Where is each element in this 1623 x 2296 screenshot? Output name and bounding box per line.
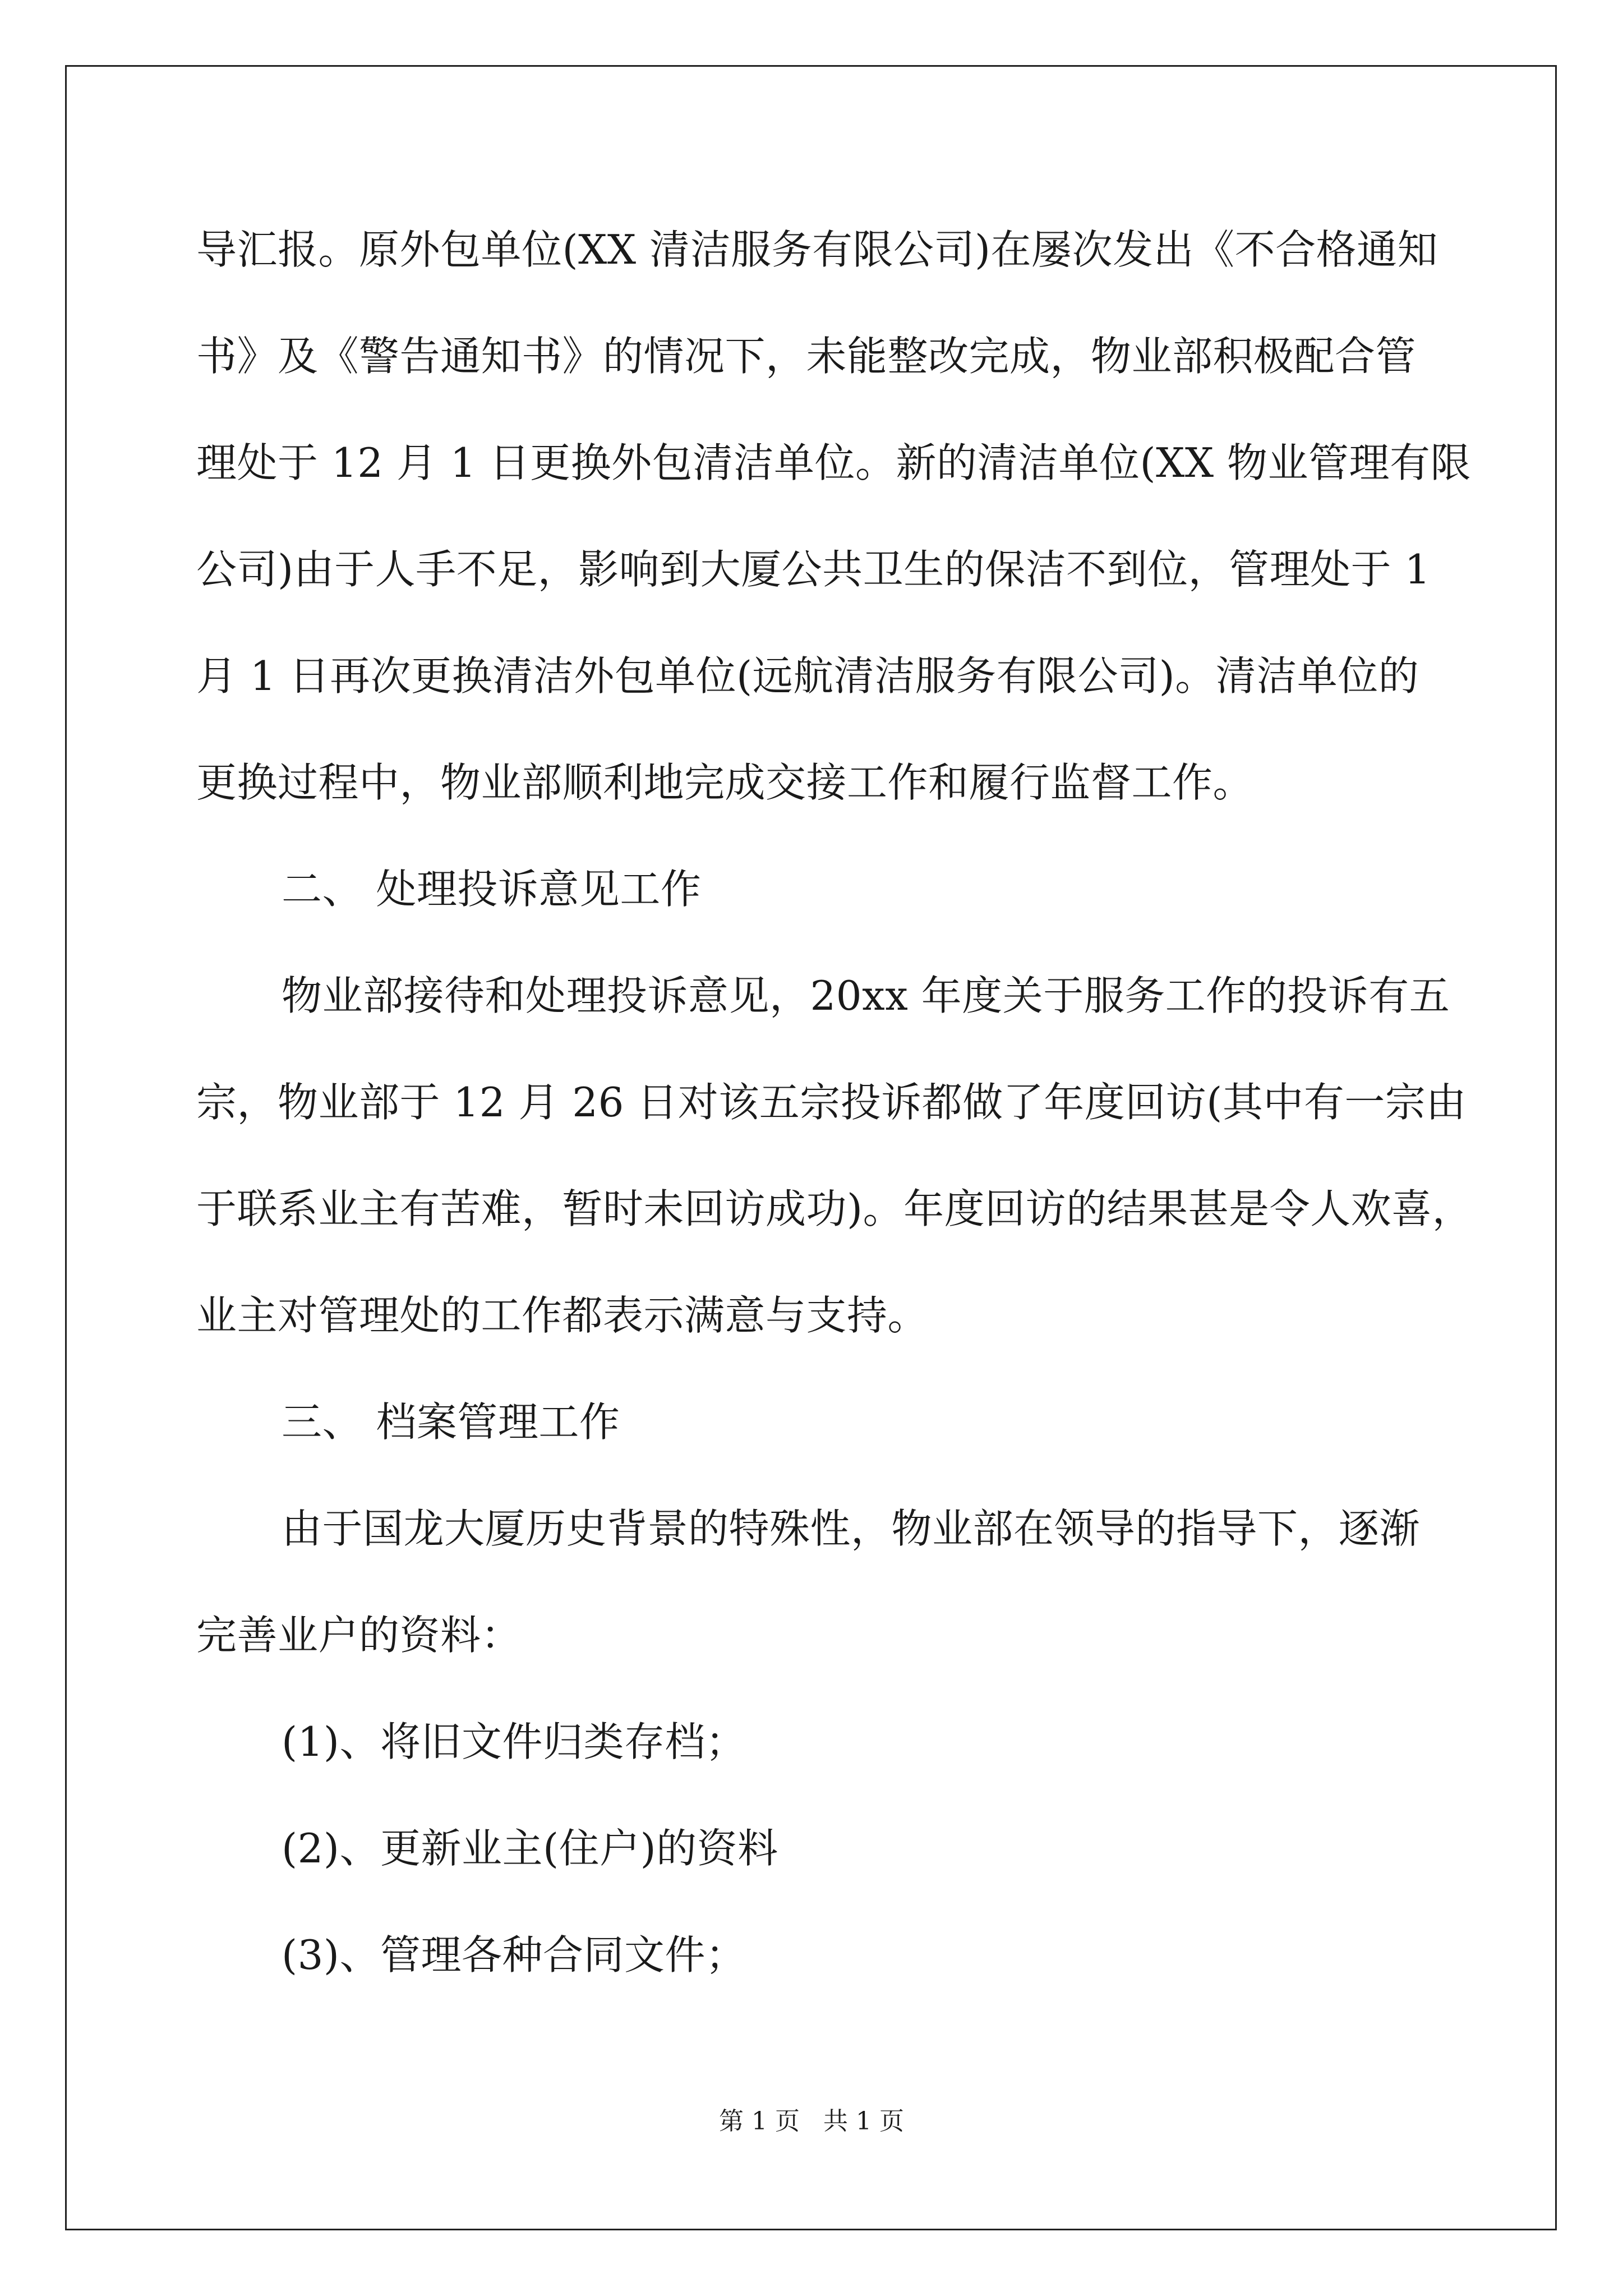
paragraph-line: 完善业户的资料： bbox=[196, 1612, 522, 1659]
paragraph-line: 由于国龙大厦历史背景的特殊性，物业部在领导的指导下，逐渐 bbox=[282, 1505, 1421, 1552]
list-item: (3)、管理各种合同文件； bbox=[282, 1931, 746, 1978]
paragraph-line: 物业部接待和处理投诉意见，20xx 年度关于服务工作的投诉有五 bbox=[282, 972, 1450, 1019]
paragraph-line: 公司)由于人手不足，影响到大厦公共卫生的保洁不到位，管理处于 1 bbox=[196, 546, 1431, 593]
paragraph-line: 业主对管理处的工作都表示满意与支持。 bbox=[196, 1292, 929, 1339]
page-border bbox=[65, 65, 1557, 2230]
section-heading: 二、 处理投诉意见工作 bbox=[282, 866, 702, 913]
section-heading: 三、 档案管理工作 bbox=[282, 1398, 620, 1446]
paragraph-line: 更换过程中，物业部顺利地完成交接工作和履行监督工作。 bbox=[196, 759, 1254, 806]
paragraph-line: 理处于 12 月 1 日更换外包清洁单位。新的清洁单位(XX 物业管理有限 bbox=[196, 439, 1471, 486]
paragraph-line: 宗，物业部于 12 月 26 日对该五宗投诉都做了年度回访(其中有一宗由 bbox=[196, 1079, 1467, 1126]
paragraph-line: 于联系业主有苦难，暂时未回访成功)。年度回访的结果甚是令人欢喜， bbox=[196, 1185, 1473, 1232]
list-item: (2)、更新业主(住户)的资料 bbox=[282, 1825, 778, 1872]
page-footer: 第 1 页 共 1 页 bbox=[719, 2107, 904, 2136]
paragraph-line: 月 1 日再次更换清洁外包单位(远航清洁服务有限公司)。清洁单位的 bbox=[196, 652, 1419, 700]
paragraph-line: 书》及《警告通知书》的情况下，未能整改完成，物业部积极配合管 bbox=[196, 333, 1417, 380]
paragraph-line: 导汇报。原外包单位(XX 清洁服务有限公司)在屡次发出《不合格通知 bbox=[196, 226, 1438, 273]
list-item: (1)、将旧文件归类存档； bbox=[282, 1718, 746, 1765]
